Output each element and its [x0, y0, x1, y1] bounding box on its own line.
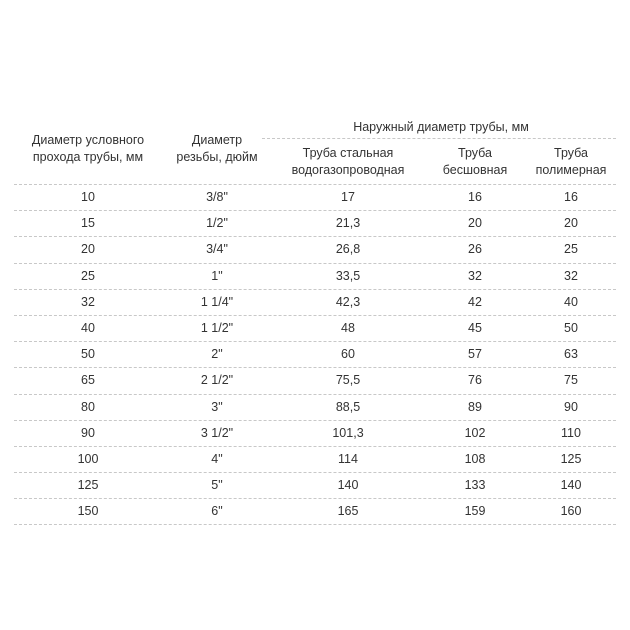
cell-polymer: 40 — [564, 294, 578, 309]
cell-nominal-bore: 125 — [77, 478, 99, 493]
table-row — [14, 420, 616, 446]
table-row — [14, 341, 616, 367]
cell-seamless: 16 — [468, 190, 482, 204]
table-header — [14, 112, 616, 184]
cell-thread: 3/4" — [206, 242, 228, 257]
cell-polymer: 75 — [564, 373, 578, 388]
cell-polymer: 160 — [560, 504, 582, 519]
cell-seamless: 108 — [464, 451, 486, 466]
cell-thread: 4" — [211, 451, 223, 466]
cell-steel: 17 — [341, 190, 355, 204]
table-row — [14, 446, 616, 472]
cell-polymer: 25 — [564, 242, 578, 257]
cell-steel: 33,5 — [335, 268, 361, 283]
cell-steel: 21,3 — [335, 216, 361, 231]
cell-steel: 48 — [341, 320, 355, 335]
cell-seamless: 133 — [464, 478, 486, 493]
cell-thread: 3/8" — [206, 190, 228, 204]
cell-seamless: 89 — [468, 399, 482, 414]
header-outer-diameter-group: Наружный диаметр трубы, мм — [353, 120, 529, 134]
cell-seamless: 45 — [468, 320, 482, 335]
header-seamless-pipe-line1: Труба — [458, 146, 492, 160]
cell-steel: 26,8 — [335, 242, 361, 257]
header-steel-pipe-line2: водогазопроводная — [291, 163, 405, 177]
cell-steel: 140 — [337, 478, 359, 493]
cell-steel: 42,3 — [335, 294, 361, 309]
header-group-divider — [262, 138, 616, 139]
cell-nominal-bore: 15 — [81, 216, 95, 231]
cell-seamless: 102 — [464, 425, 486, 440]
cell-nominal-bore: 50 — [81, 347, 95, 362]
cell-polymer: 32 — [564, 268, 578, 283]
table-row — [14, 394, 616, 420]
cell-thread: 5" — [211, 478, 223, 493]
header-seamless-pipe-line2: бесшовная — [442, 163, 508, 177]
table-row — [14, 315, 616, 341]
cell-nominal-bore: 25 — [81, 268, 95, 283]
table-row — [14, 236, 616, 262]
header-polymer-pipe-line1: Труба — [554, 146, 588, 160]
cell-seamless: 159 — [464, 504, 486, 519]
table-row — [14, 289, 616, 315]
cell-nominal-bore: 40 — [81, 320, 95, 335]
table-row — [14, 210, 616, 236]
table-bottom-divider — [14, 524, 616, 525]
cell-polymer: 63 — [564, 347, 578, 362]
cell-seamless: 76 — [468, 373, 482, 388]
cell-steel: 101,3 — [332, 425, 364, 440]
cell-thread: 3 1/2" — [200, 425, 234, 440]
header-thread-diameter-line2: резьбы, дюйм — [176, 150, 258, 164]
cell-seamless: 32 — [468, 268, 482, 283]
cell-thread: 1 1/4" — [200, 294, 234, 309]
cell-nominal-bore: 20 — [81, 242, 95, 257]
cell-steel: 75,5 — [335, 373, 361, 388]
cell-nominal-bore: 100 — [77, 451, 99, 466]
cell-polymer: 16 — [564, 190, 578, 204]
cell-nominal-bore: 80 — [81, 399, 95, 414]
pipe-diameter-table — [14, 112, 616, 525]
cell-nominal-bore: 150 — [77, 504, 99, 519]
cell-polymer: 140 — [560, 478, 582, 493]
cell-nominal-bore: 32 — [81, 294, 95, 309]
table-row — [14, 367, 616, 393]
table-row — [14, 263, 616, 289]
cell-polymer: 20 — [564, 216, 578, 231]
cell-seamless: 42 — [468, 294, 482, 309]
cell-polymer: 50 — [564, 320, 578, 335]
cell-polymer: 90 — [564, 399, 578, 414]
cell-steel: 165 — [337, 504, 359, 519]
cell-seamless: 26 — [468, 242, 482, 257]
header-thread-diameter — [162, 132, 272, 166]
cell-polymer: 125 — [560, 451, 582, 466]
cell-seamless: 57 — [468, 347, 482, 362]
header-steel-pipe-line1: Труба стальная — [302, 146, 394, 160]
cell-nominal-bore: 65 — [81, 373, 95, 388]
cell-steel: 114 — [338, 451, 358, 466]
header-polymer-pipe-line2: полимерная — [535, 163, 607, 177]
cell-thread: 1/2" — [206, 216, 228, 231]
cell-thread: 3" — [211, 399, 223, 414]
cell-nominal-bore: 10 — [81, 190, 95, 204]
cell-thread: 2 1/2" — [200, 373, 234, 388]
cell-thread: 6" — [211, 504, 223, 519]
header-steel-pipe — [272, 145, 424, 179]
header-nominal-bore — [14, 132, 162, 166]
cell-nominal-bore: 90 — [81, 425, 95, 440]
cell-thread: 1" — [211, 268, 223, 283]
table-body — [14, 184, 616, 524]
table-row — [14, 472, 616, 498]
cell-steel: 60 — [341, 347, 355, 362]
table-row — [14, 184, 616, 210]
header-nominal-bore-line1: Диаметр условного — [31, 133, 145, 147]
cell-thread: 1 1/2" — [200, 320, 234, 335]
header-nominal-bore-line2: прохода трубы, мм — [32, 150, 144, 164]
header-seamless-pipe — [424, 145, 526, 179]
cell-polymer: 110 — [561, 425, 581, 440]
header-polymer-pipe — [526, 145, 616, 179]
cell-seamless: 20 — [468, 216, 482, 231]
cell-thread: 2" — [211, 347, 223, 362]
cell-steel: 88,5 — [335, 399, 361, 414]
table-row — [14, 498, 616, 524]
header-thread-diameter-line1: Диаметр — [191, 133, 243, 147]
